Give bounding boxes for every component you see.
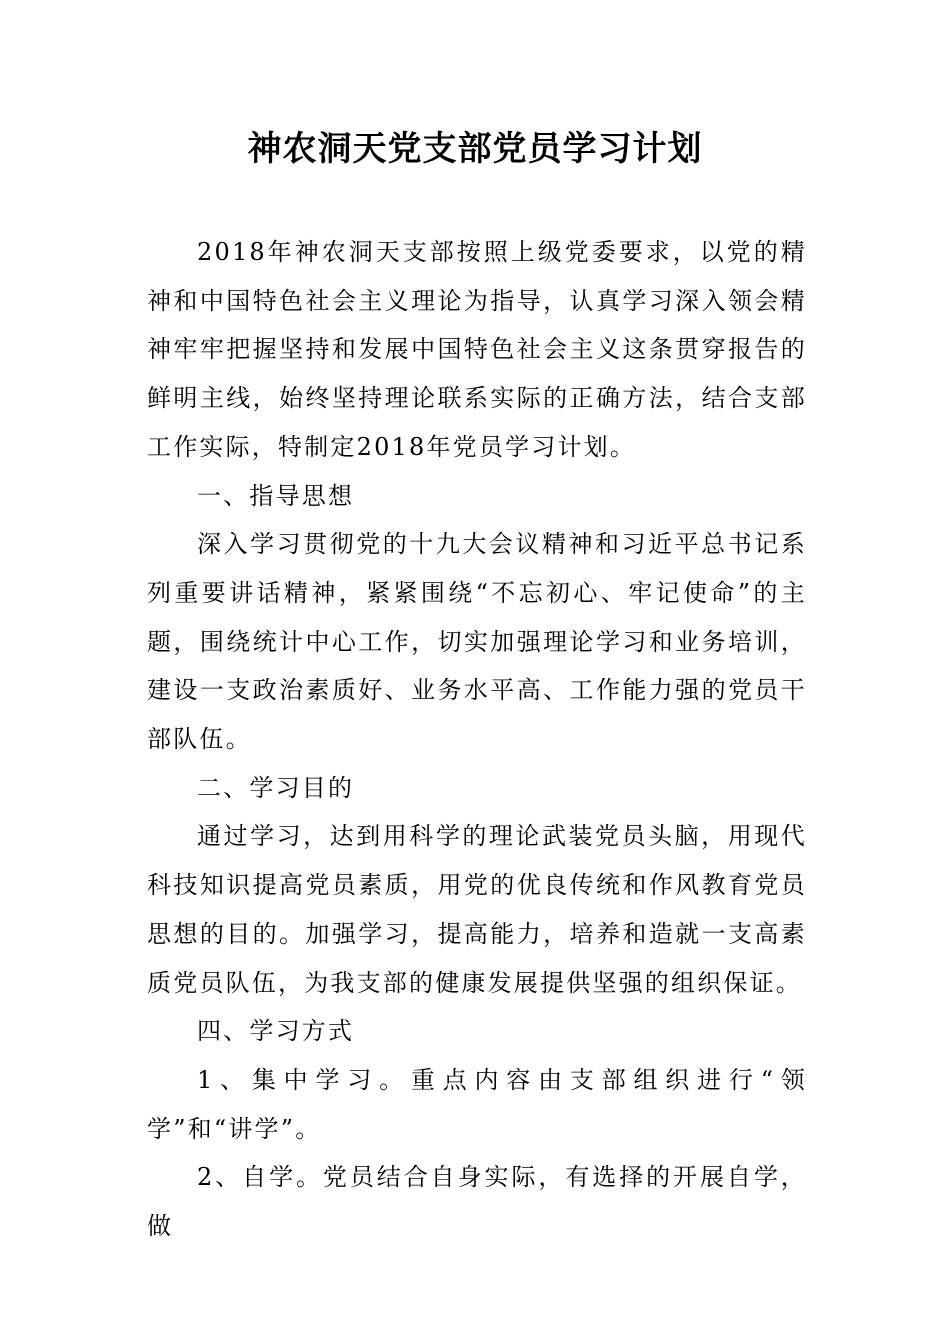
study-method-item-1: 1、集中学习。重点内容由支部组织进行“领学”和“讲学”。 — [147, 1065, 807, 1143]
section-heading-study-methods: 四、学习方式 — [197, 1017, 355, 1046]
study-purpose-paragraph: 通过学习，达到用科学的理论武装党员头脑，用现代科技知识提高党员素质，用党的优良传统和作风教育党员思想的目的。加强学习，提高能力，培养和造就一支高素质党员队伍，为我支部的健康发展提供坚强的组织保证。 — [147, 822, 807, 997]
section-heading-study-purpose: 二、学习目的 — [197, 773, 355, 802]
section-heading-guiding-ideology: 一、指导思想 — [197, 481, 355, 510]
document-title: 神农洞天党支部党员学习计划 — [247, 129, 703, 169]
document-body — [147, 228, 807, 1251]
intro-paragraph: 2018年神农洞天支部按照上级党委要求，以党的精神和中国特色社会主义理论为指导，认真学习深入领会精神牢牢把握坚持和发展中国特色社会主义这条贯穿报告的鲜明主线，始终坚持理论联系实际的正确方法，结合支部工作实际，特制定2018年党员学习计划。 — [147, 238, 807, 461]
study-method-item-2: 2、自学。党员结合自身实际，有选择的开展自学，做 — [147, 1163, 807, 1241]
guiding-ideology-paragraph: 深入学习贯彻党的十九大会议精神和习近平总书记系列重要讲话精神，紧紧围绕“不忘初心、牢记使命”的主题，围绕统计中心工作，切实加强理论学习和业务培训，建设一支政治素质好、业务水平高、工作能力强的党员干部队伍。 — [147, 530, 807, 754]
